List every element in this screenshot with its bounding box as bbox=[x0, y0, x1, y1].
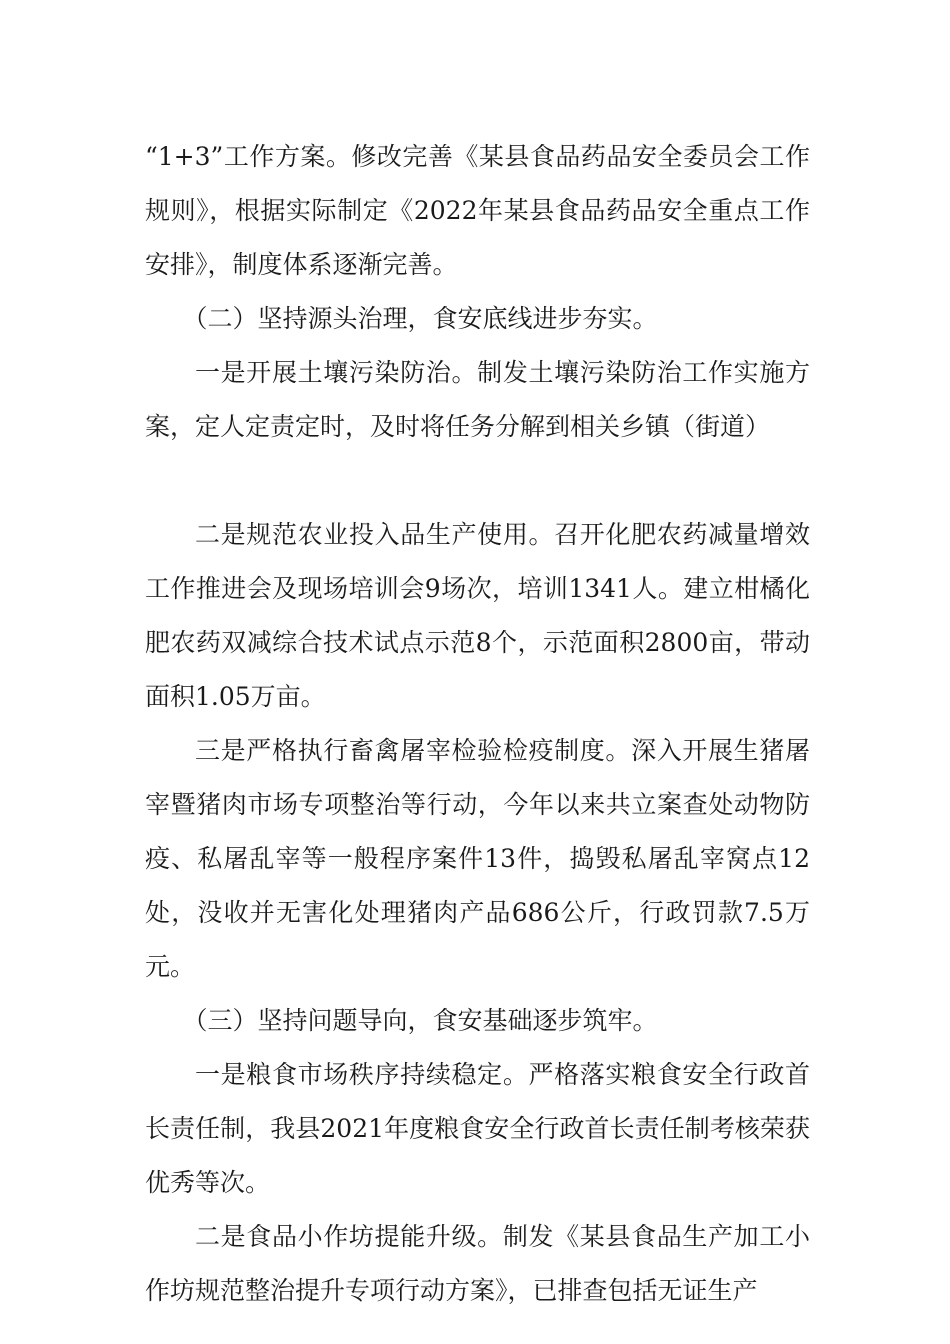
paragraph-grain-market: 一是粮食市场秩序持续稳定。严格落实粮食安全行政首长责任制，我县2021年度粮食安全行政首长责任制考核荣获优秀等次。 bbox=[145, 1060, 810, 1197]
paragraph-slaughter-inspection: 三是严格执行畜禽屠宰检验检疫制度。深入开展生猪屠宰暨猪肉市场专项整治等行动，今年以来共立案查处动物防疫、私屠乱宰等一般程序案件13件，捣毁私屠乱宰窝点12处，没收并无害化处理猪肉产品686公斤，行政罚款7.5万元。 bbox=[145, 736, 810, 981]
document-body bbox=[145, 130, 810, 1318]
paragraph-agricultural-inputs: 二是规范农业投入品生产使用。召开化肥农药减量增效工作推进会及现场培训会9场次，培训1341人。建立柑橘化肥农药双减综合技术试点示范8个，示范面积2800亩，带动面积1.05万亩。 bbox=[145, 520, 810, 711]
paragraph-work-plan: “1+3”工作方案。修改完善《某县食品药品安全委员会工作规则》，根据实际制定《2022年某县食品药品安全重点工作安排》，制度体系逐渐完善。 bbox=[145, 142, 810, 279]
section-heading-problem-oriented: （三）坚持问题导向，食安基础逐步筑牢。 bbox=[182, 1006, 658, 1035]
paragraph-soil-pollution: 一是开展土壤污染防治。制发土壤污染防治工作实施方案，定人定责定时，及时将任务分解到相关乡镇（街道） bbox=[145, 358, 810, 441]
paragraph-food-workshops: 二是食品小作坊提能升级。制发《某县食品生产加工小作坊规范整治提升专项行动方案》，已排查包括无证生产 bbox=[145, 1222, 810, 1305]
section-heading-source-governance: （二）坚持源头治理，食安底线进步夯实。 bbox=[182, 304, 658, 333]
